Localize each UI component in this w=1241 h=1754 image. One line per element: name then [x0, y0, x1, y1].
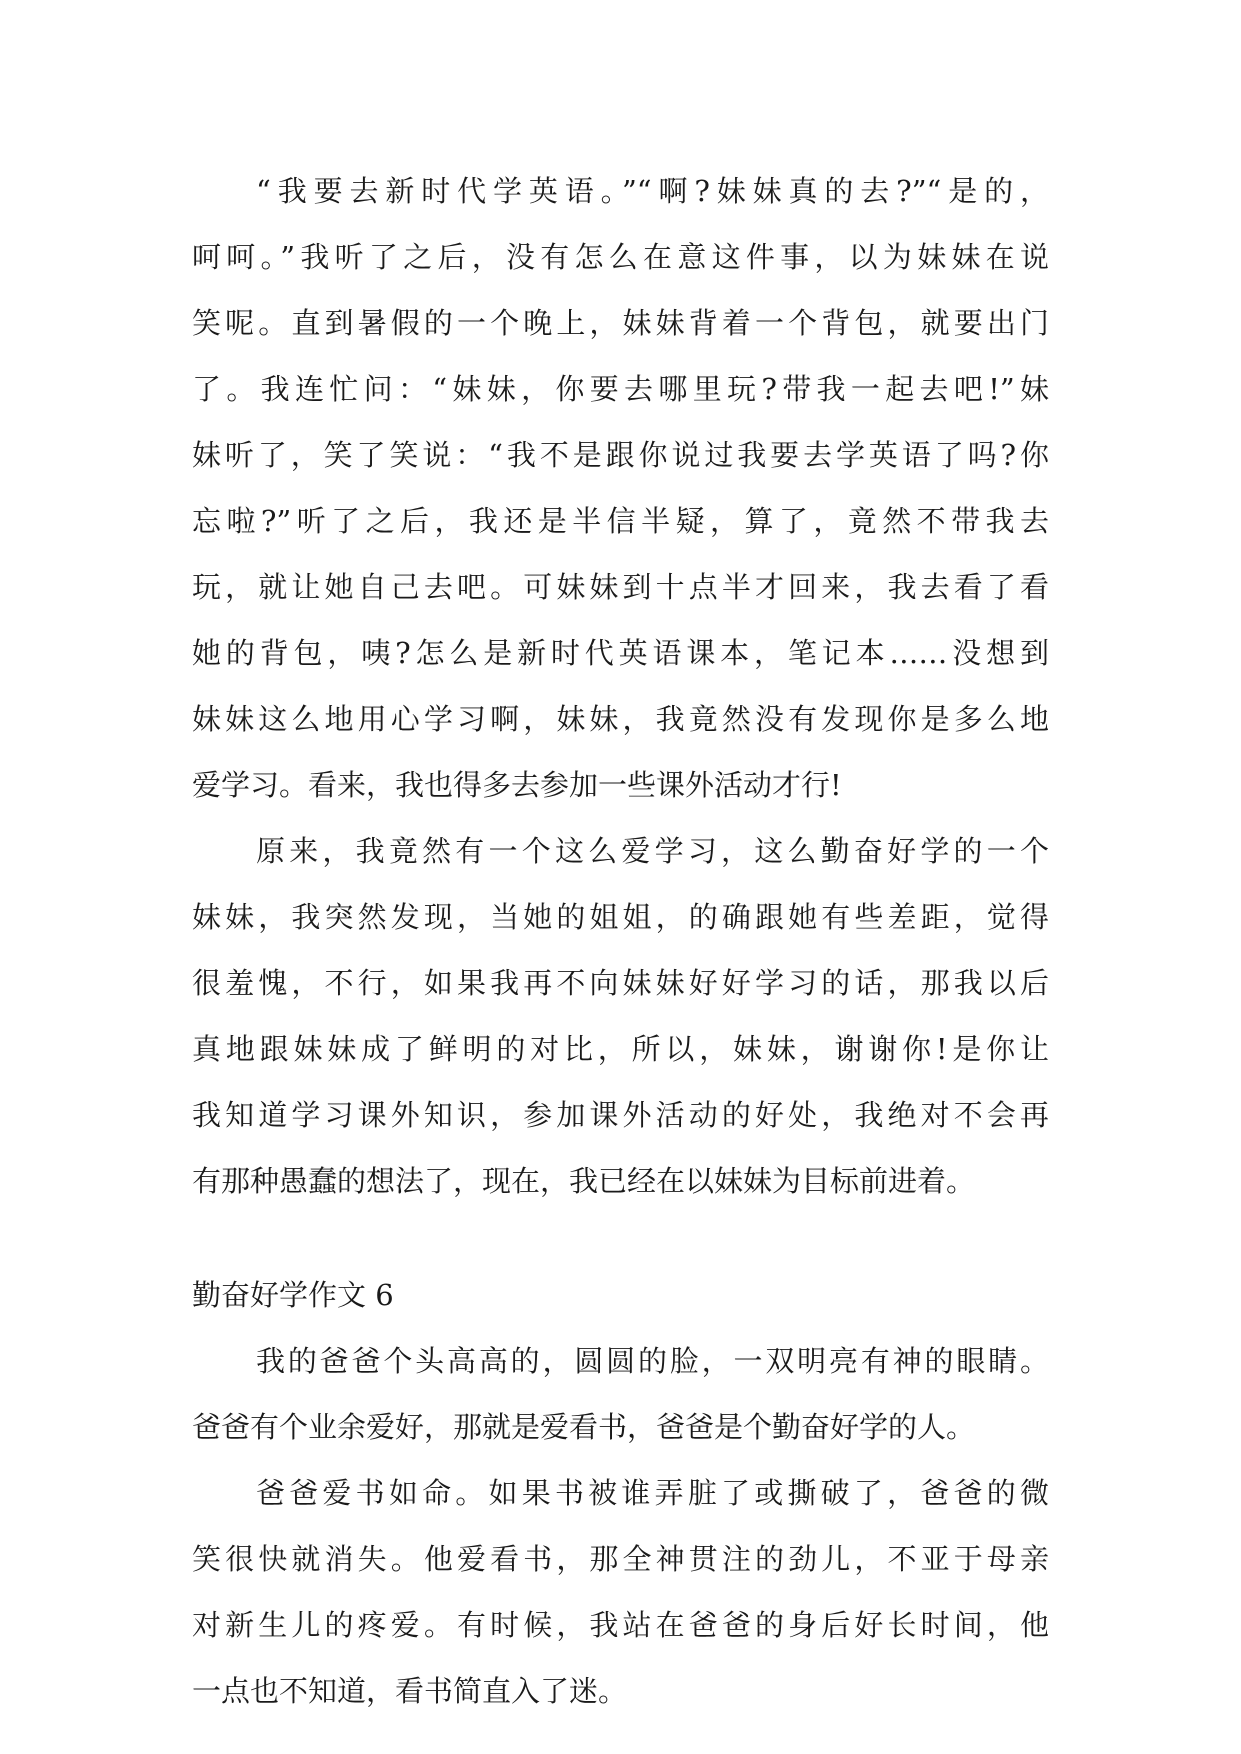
section-spacer: [192, 1214, 1049, 1262]
text-line: 我知道学习课外知识，参加课外活动的好处，我绝对不会再: [192, 1098, 1049, 1132]
text-line: 忘啦?”听了之后，我还是半信半疑，算了，竟然不带我去: [192, 504, 1049, 538]
text-line: 一点也不知道，看书简直入了迷。: [192, 1674, 628, 1708]
text-line: 有那种愚蠢的想法了，现在，我已经在以妹妹为目标前进着。: [192, 1164, 976, 1198]
document-page: [192, 158, 1049, 1724]
text-line: 爱学习。看来，我也得多去参加一些课外活动才行!: [192, 768, 842, 802]
text-line: 笑呢。直到暑假的一个晚上，妹妹背着一个背包，就要出门: [192, 306, 1049, 340]
text-line: 真地跟妹妹成了鲜明的对比，所以，妹妹，谢谢你!是你让: [192, 1032, 1049, 1066]
text-line: “我要去新时代学英语。”“啊?妹妹真的去?”“是的，: [256, 174, 1049, 208]
text-line: 笑很快就消失。他爱看书，那全神贯注的劲儿，不亚于母亲: [192, 1542, 1049, 1576]
text-line: 爸爸爱书如命。如果书被谁弄脏了或撕破了，爸爸的微: [256, 1476, 1049, 1510]
text-line: 了。我连忙问：“妹妹，你要去哪里玩?带我一起去吧!”妹: [192, 372, 1049, 406]
text-line: 对新生儿的疼爱。有时候，我站在爸爸的身后好长时间，他: [192, 1608, 1049, 1642]
text-line: 妹听了，笑了笑说：“我不是跟你说过我要去学英语了吗?你: [192, 438, 1049, 472]
text-line: 妹妹这么地用心学习啊，妹妹，我竟然没有发现你是多么地: [192, 702, 1049, 736]
text-line: 原来，我竟然有一个这么爱学习，这么勤奋好学的一个: [256, 834, 1049, 868]
text-line: 妹妹，我突然发现，当她的姐姐，的确跟她有些差距，觉得: [192, 900, 1049, 934]
paragraph-1: [192, 158, 1049, 818]
paragraph-2: [192, 818, 1049, 1214]
text-line: 呵呵。”我听了之后，没有怎么在意这件事，以为妹妹在说: [192, 240, 1049, 274]
paragraph-4: [192, 1460, 1049, 1724]
text-line: 她的背包，咦?怎么是新时代英语课本，笔记本……没想到: [192, 636, 1049, 670]
text-line: 很羞愧，不行，如果我再不向妹妹好好学习的话，那我以后: [192, 966, 1049, 1000]
section-heading: 勤奋好学作文 6: [192, 1278, 394, 1312]
text-line: 爸爸有个业余爱好，那就是爱看书，爸爸是个勤奋好学的人。: [192, 1410, 976, 1444]
paragraph-3: [192, 1328, 1049, 1460]
text-line: 我的爸爸个头高高的，圆圆的脸，一双明亮有神的眼睛。: [256, 1344, 1049, 1378]
text-line: 玩，就让她自己去吧。可妹妹到十点半才回来，我去看了看: [192, 570, 1049, 604]
